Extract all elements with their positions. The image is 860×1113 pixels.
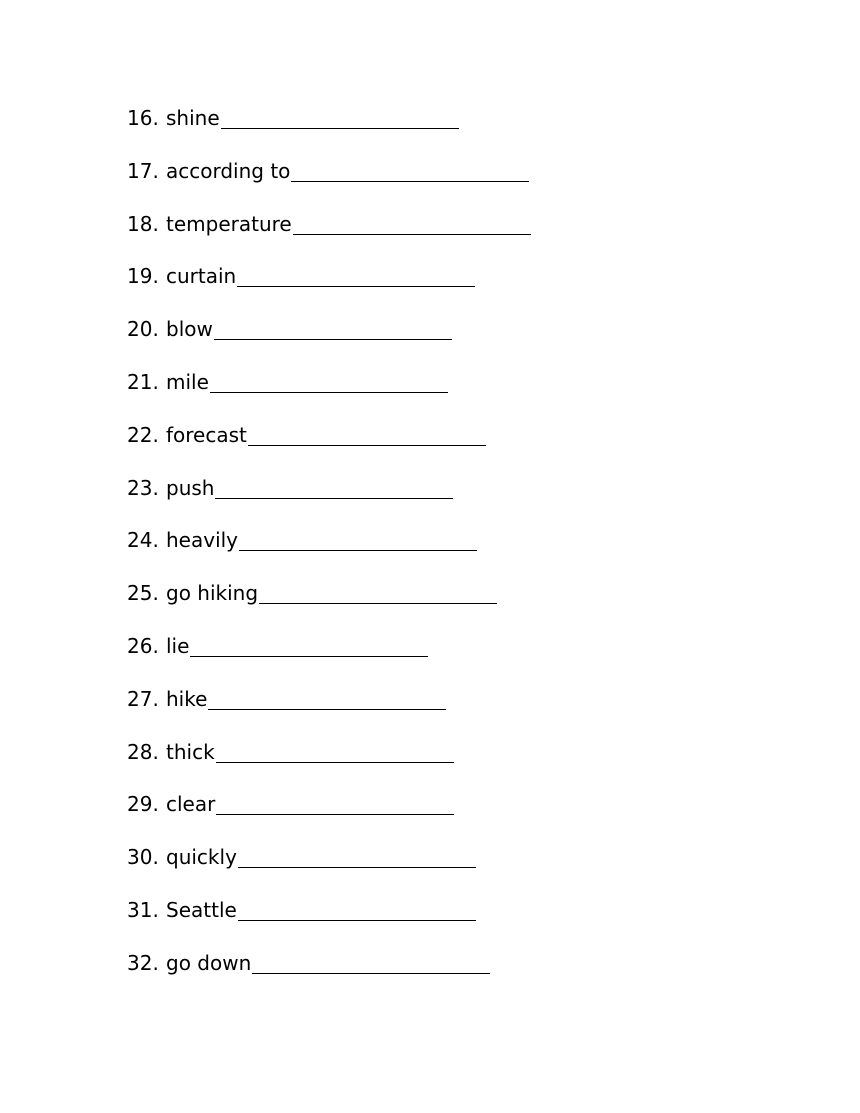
answer-blank (216, 788, 454, 815)
answer-blank (252, 947, 490, 974)
item-number: 22. (127, 422, 159, 447)
answer-blank (215, 472, 453, 499)
answer-blank (291, 155, 529, 182)
list-item (127, 947, 531, 1000)
answer-blank (221, 102, 459, 129)
item-number: 28. (127, 739, 159, 764)
item-word: go down (166, 950, 252, 975)
list-item (127, 208, 531, 261)
item-number: 16. (127, 106, 159, 130)
answer-blank (293, 208, 531, 235)
item-word: push (166, 475, 215, 500)
item-word: hike (166, 686, 208, 711)
answer-blank (259, 577, 497, 604)
answer-blank (216, 736, 454, 763)
item-number: 23. (127, 475, 159, 500)
item-word: shine (166, 106, 220, 130)
list-item (127, 683, 531, 736)
item-word: blow (166, 317, 213, 342)
item-word: thick (166, 739, 215, 764)
item-word: curtain (166, 264, 237, 289)
vocabulary-list (127, 102, 531, 1000)
item-number: 25. (127, 581, 159, 606)
answer-blank (239, 524, 477, 551)
list-item (127, 155, 531, 208)
item-word: heavily (166, 528, 239, 553)
item-word: temperature (166, 211, 292, 236)
item-word: go hiking (166, 581, 259, 606)
answer-blank (248, 419, 486, 446)
answer-blank (210, 366, 448, 393)
item-word: clear (166, 792, 216, 817)
item-number: 31. (127, 897, 159, 922)
item-number: 24. (127, 528, 159, 553)
list-item (127, 788, 531, 841)
list-item (127, 841, 531, 894)
list-item (127, 894, 531, 947)
item-number: 19. (127, 264, 159, 289)
list-item (127, 366, 531, 419)
list-item (127, 313, 531, 366)
answer-blank (208, 683, 446, 710)
item-word: lie (166, 633, 190, 658)
answer-blank (238, 841, 476, 868)
list-item (127, 102, 531, 155)
item-word: mile (166, 369, 209, 394)
answer-blank (238, 894, 476, 921)
item-word: forecast (166, 422, 247, 447)
item-number: 29. (127, 792, 159, 817)
list-item (127, 736, 531, 789)
item-number: 30. (127, 845, 159, 870)
item-number: 27. (127, 686, 159, 711)
answer-blank (237, 260, 475, 287)
item-word: according to (166, 158, 291, 183)
list-item (127, 630, 531, 683)
item-word: Seattle (166, 897, 237, 922)
list-item (127, 419, 531, 472)
item-number: 32. (127, 950, 159, 975)
item-number: 17. (127, 158, 159, 183)
item-number: 20. (127, 317, 159, 342)
answer-blank (214, 313, 452, 340)
item-word: quickly (166, 845, 237, 870)
list-item (127, 472, 531, 525)
item-number: 18. (127, 211, 159, 236)
list-item (127, 260, 531, 313)
answer-blank (190, 630, 428, 657)
item-number: 21. (127, 369, 159, 394)
list-item (127, 524, 531, 577)
list-item (127, 577, 531, 630)
item-number: 26. (127, 633, 159, 658)
